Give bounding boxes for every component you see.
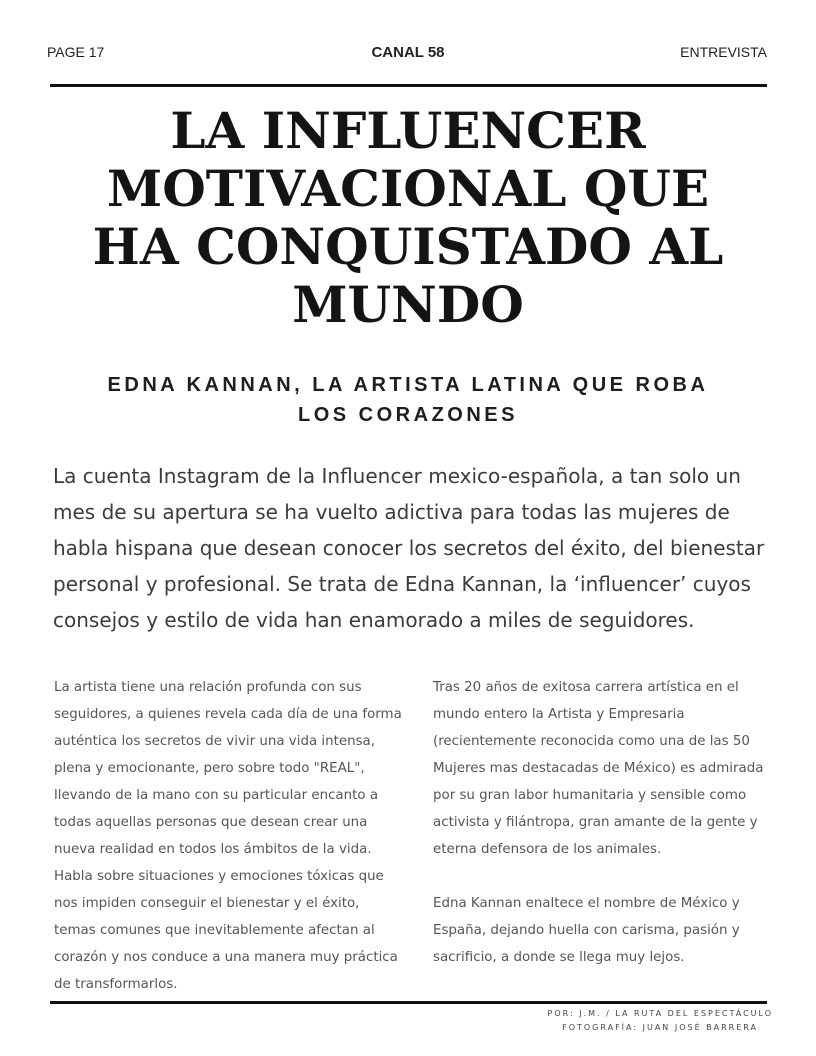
subtitle: EDNA KANNAN, LA ARTISTA LATINA QUE ROBA LOS CORAZONES [107, 374, 709, 426]
author-credit: POR: J.M. / LA RUTA DEL ESPECTÁCULO [547, 1009, 773, 1018]
body-column-left [54, 674, 404, 998]
body-column-right [433, 674, 783, 971]
body-paragraph: Tras 20 años de exitosa carrera artística en el mundo entero la Artista y Empresaria (recientemente reconocida como una de las 50 Mujeres mas destacadas de México) es admirada por su gran labor humanitaria y sensible como activista y filántropa, gran amante de la gente y eterna defensora de los animales. [433, 680, 764, 857]
section-label: ENTREVISTA [680, 44, 767, 60]
page-number: PAGE 17 [47, 44, 105, 60]
body-paragraph: Edna Kannan enaltece el nombre de México y España, dejando huella con carisma, pasión y sacrificio, a donde se llega muy lejos. [433, 896, 740, 965]
photo-credit: FOTOGRAFÍA: JUAN JOSÉ BARRERA [562, 1023, 758, 1032]
publication-name: CANAL 58 [371, 44, 445, 61]
bottom-divider [50, 1001, 767, 1004]
lead-paragraph: La cuenta Instagram de la Influencer mexico-española, a tan solo un mes de su apertura se ha vuelto adictiva para todas las mujeres de habla hispana que desean conocer los secretos del éxito, del bienestar personal y profesional. Se trata de Edna Kannan, la ‘influencer’ cuyos consejos y estilo de vida han enamorado a miles de seguidores. [53, 464, 765, 632]
body-paragraph: La artista tiene una relación profunda con sus seguidores, a quienes revela cada día de una forma auténtica los secretos de vivir una vida intensa, plena y emocionante, pero sobre todo "REAL", llevando de la mano con su particular encanto a todas aquellas personas que desean crear una nueva realidad en todos los ámbitos de la vida. Habla sobre situaciones y emociones tóxicas que nos impiden conseguir el bienestar y el éxito, temas comunes que inevitablemente afectan al corazón y nos conduce a una manera muy práctica de transformarlos. [54, 680, 402, 992]
top-divider [50, 84, 767, 87]
headline: LA INFLUENCER MOTIVACIONAL QUE HA CONQUISTADO AL MUNDO [92, 101, 724, 334]
